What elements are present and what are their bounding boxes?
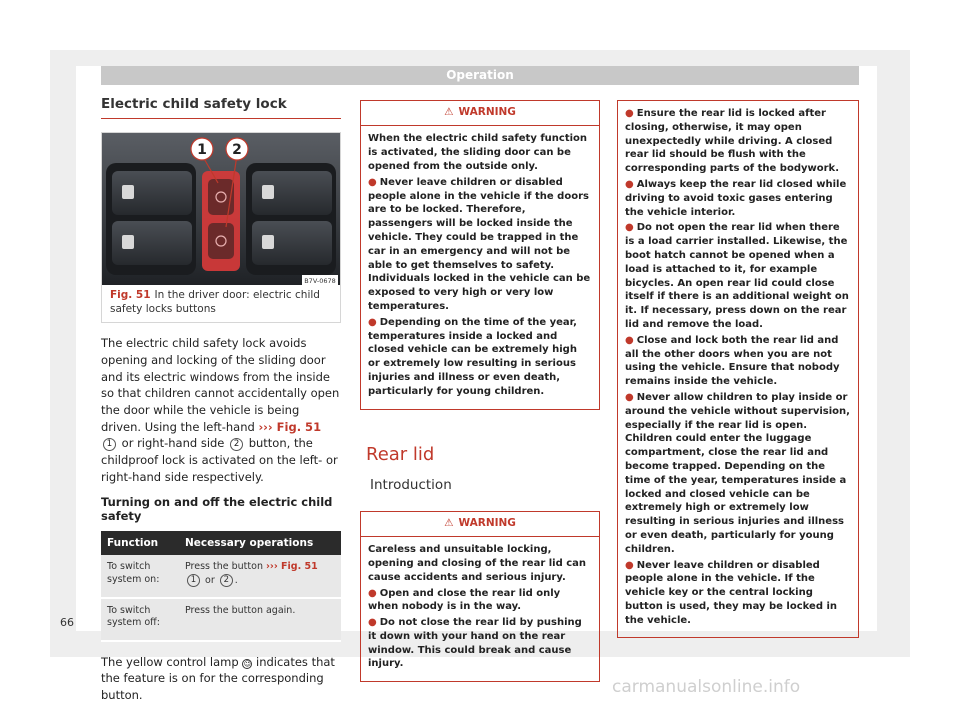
figure-reference-link[interactable]: ››› Fig. 51: [258, 419, 322, 434]
bullet-icon: ●: [625, 559, 634, 571]
column-1: [101, 96, 341, 704]
door-panel-illustration: [102, 133, 340, 285]
warning-bullet: [368, 176, 592, 314]
para-text: The yellow control lamp: [101, 654, 239, 669]
bullet-text: Always keep the rear lid closed while driving to avoid toxic gases entering the vehicle interior.: [625, 178, 847, 218]
table-cell: To switch system on:: [101, 555, 179, 598]
warning-bullet: [625, 559, 851, 628]
section-title: Electric child safety lock: [101, 96, 341, 119]
table-header-row: [101, 531, 341, 555]
bullet-icon: ●: [625, 334, 634, 346]
para-text: indicates that the feature is on for the corresponding button.: [101, 654, 335, 703]
bullet-text: Never leave children or disabled people alone in the vehicle. If the vehicle key or the central locking button is used, they may be locked in the vehicle.: [625, 559, 838, 626]
caption-text: In the driver door: electric child safety locks buttons: [110, 289, 320, 315]
column-2: [360, 100, 600, 682]
bullet-icon: ●: [368, 176, 377, 188]
watermark: carmanualsonline.info: [612, 677, 801, 697]
warning-intro: Careless and unsuitable locking, opening and closing of the rear lid can cause accidents and serious injury.: [368, 544, 587, 583]
warning-triangle-icon: ⚠: [444, 106, 454, 118]
table-title: Turning on and off the electric child safety: [101, 495, 333, 524]
bullet-icon: ●: [625, 108, 634, 119]
number-2-icon: 2: [220, 574, 233, 587]
control-lamp-paragraph: [101, 654, 341, 704]
warning-bullet: [368, 587, 592, 615]
warning-bullet: [625, 107, 851, 176]
warning-box-child-lock: [360, 100, 600, 410]
bullet-text: Close and lock both the rear lid and all the other doors when you are not using the vehicle. Ensure that nobody remains inside the vehicle.: [625, 334, 840, 388]
figure-51: [101, 132, 341, 323]
warning-label: WARNING: [458, 106, 516, 118]
bullet-text: Open and close the rear lid only when nobody is in the way.: [368, 587, 561, 613]
para-text: The electric child safety lock avoids opening and locking of the sliding door and its electric windows from the inside so that children cannot accidentally open the door while the vehicle is being driven. Using the left-hand: [101, 336, 340, 434]
number-2-icon: 2: [230, 438, 243, 451]
chapter-header: Operation: [101, 66, 859, 85]
warning-intro: When the electric child safety function is activated, the sliding door can be opened from the outside only.: [368, 133, 588, 173]
cell-text: .: [234, 574, 238, 586]
bullet-icon: ●: [368, 316, 377, 328]
figure-code: B7V-0678: [304, 277, 336, 285]
child-lock-button-right: [208, 223, 234, 259]
bullet-icon: ●: [368, 587, 377, 599]
warning-box-rear-lid: [360, 511, 600, 683]
bullet-icon: ●: [625, 222, 634, 234]
column-3: [617, 100, 859, 638]
bullet-icon: ●: [625, 178, 634, 190]
figure-reference-link[interactable]: ››› Fig. 51: [266, 561, 318, 573]
bullet-text: Never allow children to play inside or around the vehicle without supervision, especially if the rear lid is open. Children could enter the luggage compartment, close the rear lid and become trapped. Depending on the time of the year, temperatures inside a locked and closed vehicle can be extremely high or extremely low resulting in serious injuries and illness or even death, particularly for young children.: [625, 391, 850, 555]
table-row: [101, 555, 341, 598]
table-cell: Press the button again.: [179, 598, 341, 641]
table-row: [101, 598, 341, 641]
number-1-icon: 1: [103, 438, 116, 451]
warning-bullet: [625, 221, 851, 331]
warning-box-continued: [617, 100, 859, 638]
rear-lid-heading: Rear lid: [366, 443, 435, 465]
callout-2-label: 2: [232, 142, 242, 158]
table-cell: To switch system off:: [101, 598, 179, 641]
bullet-text: Ensure the rear lid is locked after closing, otherwise, it may open unexpectedly while driving. A closed rear lid should be flush with the corresponding parts of the bodywork.: [625, 108, 839, 175]
warning-bullet: [625, 391, 851, 557]
bullet-text: Never leave children or disabled people alone in the vehicle if the doors are to be locked. Therefore, passengers will be locked inside the vehicle. They could be trapped in the car in an emergency and will not be able to get themselves to safety. Individuals locked in the vehicle can be exposed to very high or very low temperatures.: [368, 176, 591, 313]
intro-paragraph: [101, 335, 341, 485]
cell-text: Press the button: [185, 561, 263, 573]
bullet-icon: ●: [625, 391, 634, 403]
para-text: button, the childproof lock is activated on the left- or right-hand side respectively.: [101, 436, 338, 484]
figure-label: Fig. 51: [110, 289, 151, 301]
operations-table: [101, 531, 341, 641]
bullet-text: Depending on the time of the year, temperatures inside a locked and closed vehicle can be extremely high or extremely low resulting in serious injuries and illness or even death, particularly for young children.: [368, 316, 577, 397]
bullet-text: Do not close the rear lid by pushing it down with your hand on the rear window. This could break and cause injury.: [368, 617, 582, 670]
bullet-text: Do not open the rear lid when there is a load carrier installed. Likewise, the boot hatch cannot be opened when a load is attached to it, for example bicycles. An open rear lid could close itself if there is an additional weight on it. If necessary, press down on the rear lid and remove the load.: [625, 222, 849, 330]
callout-1-label: 1: [197, 142, 207, 158]
warning-header: [361, 101, 599, 126]
warning-bullet: [625, 178, 851, 219]
table-cell: [179, 555, 341, 598]
warning-triangle-icon: ⚠: [444, 516, 454, 529]
child-lock-lamp-icon: ☺: [243, 659, 251, 668]
warning-header: [361, 512, 599, 537]
figure-caption: [102, 285, 340, 322]
introduction-heading: Introduction: [370, 476, 452, 493]
warning-bullet: [625, 334, 851, 389]
number-1-icon: 1: [187, 574, 200, 587]
page-number: 66: [60, 616, 74, 629]
warning-label: WARNING: [458, 516, 516, 529]
table-header-operations: Necessary operations: [179, 531, 341, 555]
door-buttons-photo: [102, 133, 340, 285]
bullet-icon: ●: [368, 617, 377, 629]
warning-bullet: [368, 316, 592, 399]
para-text: or right-hand side: [121, 436, 225, 451]
cell-text: or: [205, 574, 215, 586]
table-header-function: Function: [101, 531, 179, 555]
warning-bullet: [368, 616, 592, 671]
